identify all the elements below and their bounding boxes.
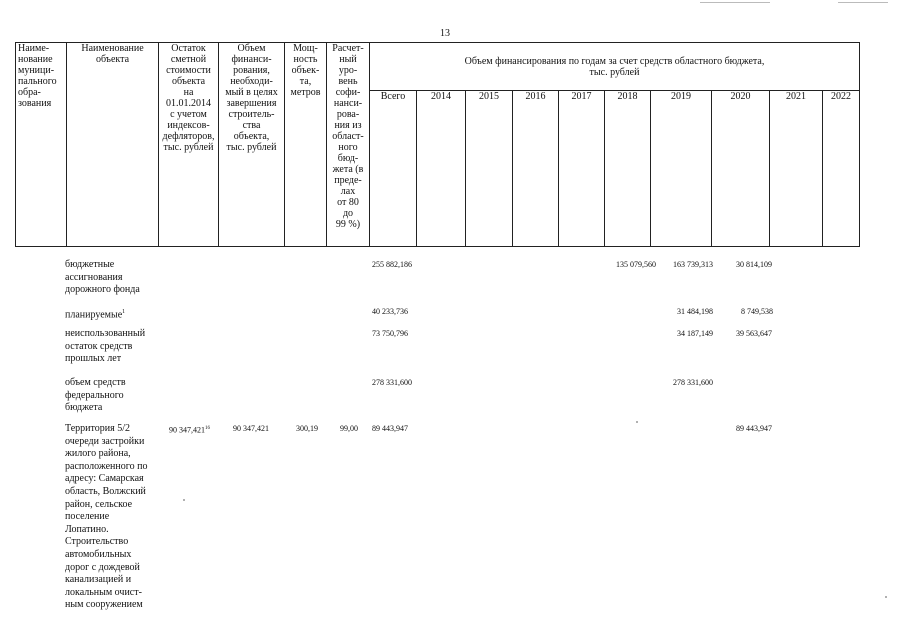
row-remainder-footnote: 16: [205, 426, 210, 431]
scan-speck: [885, 596, 887, 598]
header-year-2014: 2014: [417, 91, 466, 247]
header-year-2015: 2015: [466, 91, 513, 247]
header-year-2020: 2020: [712, 91, 770, 247]
row-remainder-value: 90 347,421: [169, 425, 205, 435]
header-remainder: Остаток сметной стоимости объекта на 01.01.2014 с учетом индексов- дефляторов, тыс. рублей: [159, 43, 219, 247]
header-cofinancing-level: Расчет- ный уро- вень софи- нанси- рова- ния из област- ного бюд- жета (в преде- лах от 80 до 99 %): [327, 43, 370, 247]
row-remainder: [169, 423, 210, 437]
scan-speck: [183, 499, 185, 501]
row-name: Территория 5/2 очереди застройки жилого района, расположенного по адресу: Самарская область, Волжский район, сельское поселение Лопатино. Строительство автомобильных дорог с дождевой канализацией и локальным очист- ным сооружением: [65, 423, 148, 611]
header-year-2019: 2019: [651, 91, 712, 247]
header-funding-group: Объем финансирования по годам за счет средств областного бюджета, тыс. рублей: [370, 43, 860, 91]
row-level: 99,00: [340, 424, 358, 433]
row-total: 89 443,947: [372, 424, 408, 433]
row-2019: 31 484,198: [677, 307, 713, 316]
row-financing: 90 347,421: [233, 424, 269, 433]
row-total: 73 750,796: [372, 329, 408, 338]
row-name: бюджетные ассигнования дорожного фонда: [65, 259, 140, 296]
header-year-2016: 2016: [513, 91, 559, 247]
row-2019: 278 331,600: [673, 378, 713, 387]
header-year-2018: 2018: [605, 91, 651, 247]
header-municipality: Наиме- нование муници- пального обра- зования: [16, 43, 67, 247]
row-name-footnote: 1: [122, 309, 126, 315]
row-name: объем средств федерального бюджета: [65, 377, 126, 414]
row-total: 40 233,736: [372, 307, 408, 316]
scan-speck: [636, 421, 638, 423]
header-year-total: Всего: [370, 91, 417, 247]
row-2019: 163 739,313: [673, 260, 713, 269]
top-rule: [838, 2, 888, 3]
row-2020: 89 443,947: [736, 424, 772, 433]
row-name: [65, 306, 160, 322]
row-2020: 39 563,647: [736, 329, 772, 338]
header-year-2022: 2022: [823, 91, 860, 247]
header-object-name: Наименование объекта: [67, 43, 159, 247]
row-2020: 8 749,538: [741, 307, 773, 316]
top-rule: [700, 2, 770, 3]
row-name-text: планируемые: [65, 309, 123, 321]
header-financing: Объем финанси- рования, необходи- мый в целях завершения строитель- ства объекта, тыс. рублей: [219, 43, 285, 247]
row-2019: 34 187,149: [677, 329, 713, 338]
page-number: 13: [440, 28, 450, 39]
row-2020: 30 814,109: [736, 260, 772, 269]
row-total: 278 331,600: [372, 378, 412, 387]
row-capacity: 300,19: [296, 424, 318, 433]
header-capacity: Мощ- ность объек- та, метров: [285, 43, 327, 247]
row-name: неиспользованный остаток средств прошлых лет: [65, 328, 146, 365]
header-table: [15, 42, 860, 247]
header-year-2017: 2017: [559, 91, 605, 247]
header-year-2021: 2021: [770, 91, 823, 247]
row-total: 255 882,186: [372, 260, 412, 269]
row-2018: 135 079,560: [616, 260, 656, 269]
